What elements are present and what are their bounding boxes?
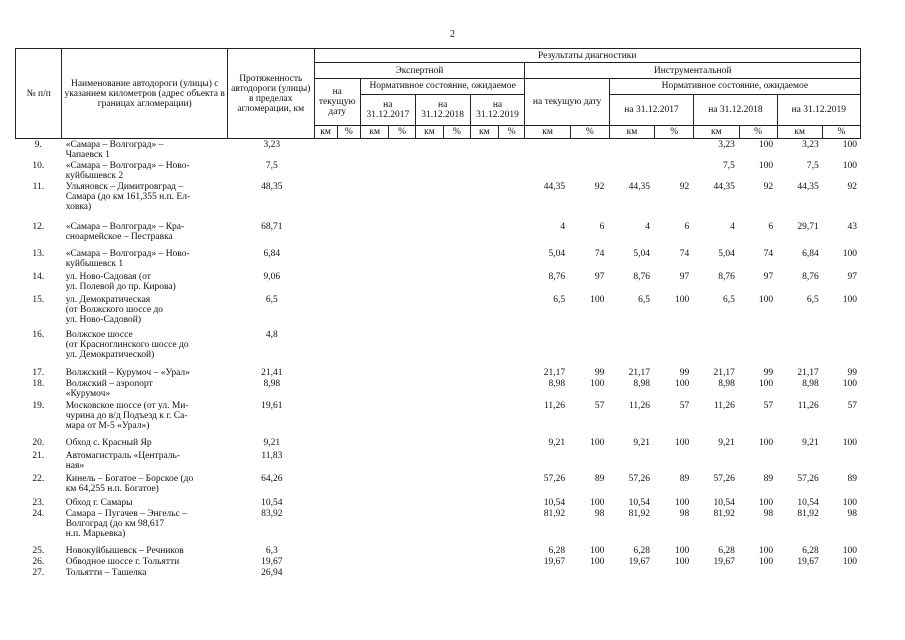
current-pct [569,140,608,161]
current-km: 8,98 [548,379,566,389]
road-length: 9,06 [263,272,281,282]
norm-2019-pct [823,330,861,368]
expert-blank [315,401,523,438]
norm-2018-pct: 100 [758,438,774,448]
norm-2017-km: 10,54 [628,498,650,508]
current-km: 10,54 [543,498,566,508]
header-num: № п/п [16,49,62,139]
norm-2019-km: 6,84 [802,249,819,259]
page-number: 2 [450,29,455,40]
norm-2019-pct [823,451,861,474]
current-pct: 57 [594,401,605,411]
norm-2019-pct: 57 [847,401,857,411]
norm-2017-km: 6,28 [633,546,650,556]
row-number: 26. [32,557,45,567]
header-pct: % [389,126,415,139]
norm-2018-pct: 100 [758,557,774,567]
norm-2019-pct: 100 [842,557,857,567]
norm-2018-pct [739,568,777,579]
table-row [15,438,861,451]
norm-2018-pct: 6 [768,222,774,232]
header-km: км [360,126,388,139]
norm-2019-pct: 100 [842,546,857,556]
header-km: км [694,126,739,139]
header-km: км [415,126,443,139]
norm-2019-pct: 100 [842,438,857,448]
road-name: «Самара – Волгоград» – Ново- куйбышевск 2 [65,161,190,182]
norm-2019-pct: 100 [842,161,857,171]
row-number: 20. [32,438,45,448]
norm-2019-km [777,451,823,474]
norm-2017-pct: 92 [679,182,690,192]
table-row [15,379,861,401]
norm-2017-pct: 74 [679,249,690,259]
header-length: Протяженность автодороги (улицы) в пределах агломерации, км [228,49,315,139]
norm-2018-km [693,568,739,579]
header-instr-normative [609,79,860,126]
current-pct: 100 [590,438,605,448]
road-name: Обход с. Красный Яр [65,438,152,448]
current-km: 4 [560,222,566,232]
norm-2019-km: 3,23 [802,140,819,150]
expert-blank [315,161,523,182]
norm-2019-km: 9,21 [802,438,819,448]
norm-2018-pct: 92 [763,182,774,192]
road-name: Самара – Пугачев – Энгельс – Волгоград (до км 98,617 н.п. Марьевка) [65,509,187,540]
table-row [15,498,861,509]
norm-2019-km: 19,67 [797,557,819,567]
road-length: 11,83 [261,451,283,461]
norm-2017-pct: 100 [674,438,690,448]
norm-2019-pct: 100 [842,379,857,389]
header-km: км [314,126,337,139]
norm-2019-km [777,568,823,579]
road-length: 64,26 [261,474,283,484]
header-pct: % [499,126,525,139]
expert-blank [315,222,523,249]
norm-2019-pct: 100 [842,140,857,150]
expert-blank [315,140,523,161]
current-pct: 100 [590,557,605,567]
road-name: Новокуйбышевск – Речников [65,546,184,556]
current-pct: 97 [594,272,605,282]
table-row [15,568,861,579]
norm-2018-pct: 100 [758,161,774,171]
table-row [15,249,861,272]
norm-2018-km: 5,04 [718,249,735,259]
road-length: 21,41 [261,368,283,378]
norm-2019-pct: 89 [847,474,857,484]
table-header [15,48,861,139]
row-number: 11. [32,182,45,192]
norm-2017-km: 8,98 [633,379,650,389]
row-number: 19. [32,401,45,411]
table-row [15,546,861,557]
row-number: 15. [32,295,45,305]
norm-2019-pct: 100 [842,295,857,305]
norm-2017-km: 5,04 [633,249,650,259]
norm-2018-km: 10,54 [713,498,735,508]
norm-2019-km: 7,5 [806,161,819,171]
norm-2017-pct: 98 [679,509,690,519]
norm-2017-km [608,451,654,474]
norm-2019-pct: 92 [847,182,857,192]
road-length: 6,5 [265,295,278,305]
norm-2017-pct: 100 [674,498,690,508]
norm-2017-pct [654,140,693,161]
row-number: 21. [32,451,45,461]
road-name: Автомагистраль «Централь- ная» [65,451,180,472]
row-number: 9. [34,140,42,150]
header-name: Наименование автодороги (улицы) с указанием километров (адрес объекта в границах агломерации) [62,49,228,139]
norm-2017-km: 81,92 [628,509,650,519]
current-km: 6,28 [548,546,566,556]
row-number: 10. [32,161,45,171]
expert-blank [315,368,523,379]
header-instr-2017: на 31.12.2017 [610,95,694,125]
expert-blank [315,498,523,509]
table-row [15,557,861,568]
header-instr-2018: на 31.12.2018 [694,95,777,125]
header-pct: % [337,126,360,139]
norm-2019-pct [823,568,861,579]
table-row [15,272,861,295]
header-expert-2017: на 31.12.2017 [361,95,416,125]
road-length: 19,61 [261,401,283,411]
norm-2017-km: 21,17 [628,368,650,378]
expert-blank [315,509,523,546]
table-row [15,161,861,182]
table-row [15,474,861,498]
road-length: 10,54 [261,498,283,508]
road-length: 68,71 [261,222,283,232]
current-km [523,330,569,368]
road-name: «Самара – Волгоград» – Ново- куйбышевск 1 [65,249,190,270]
row-number: 25. [32,546,45,556]
road-name: Обводное шоссе г. Тольятти [65,557,180,567]
norm-2018-pct: 89 [763,474,774,484]
norm-2018-km: 8,76 [718,272,735,282]
table-row [15,401,861,438]
current-km: 44,35 [543,182,566,192]
norm-2019-km: 11,26 [797,401,819,411]
header-expert: Экспертной [314,63,525,79]
norm-2017-pct: 100 [674,379,690,389]
norm-2019-km [777,330,823,368]
norm-2019-km: 44,35 [797,182,819,192]
current-pct: 100 [590,498,605,508]
norm-2019-km: 10,54 [797,498,819,508]
norm-2017-km: 19,67 [628,557,650,567]
expert-blank [315,438,523,451]
current-km: 57,26 [543,474,566,484]
row-number: 22. [32,474,45,484]
norm-2017-pct: 99 [679,368,690,378]
current-km [523,161,569,182]
expert-blank [315,474,523,498]
norm-2018-km: 6,5 [723,295,735,305]
table-row [15,451,861,474]
current-pct: 99 [594,368,605,378]
header-pct: % [822,126,860,139]
norm-2019-pct: 43 [847,222,857,232]
header-results: Результаты диагностики [314,49,860,63]
norm-2017-km: 4 [645,222,650,232]
header-expert-2019: на 31.12.2019 [476,100,519,120]
norm-2017-km [608,330,654,368]
road-name: Ульяновск – Димитровград – Самара (до км 161,355 н.п. Ел- ховка) [65,182,191,213]
road-name: ул. Ново-Садовая (от ул. Полевой до пр. Кирова) [65,272,176,293]
norm-2017-pct [654,451,693,474]
road-name: Обход г. Самары [65,498,133,508]
header-instrumental: Инструментальной [525,63,861,79]
norm-2018-km: 21,17 [713,368,735,378]
current-pct: 89 [594,474,605,484]
row-number: 17. [32,368,45,378]
header-pct: % [444,126,470,139]
expert-blank [315,330,523,368]
header-expert-normative-label: Нормативное состояние, ожидаемое [361,79,524,95]
norm-2017-pct: 97 [679,272,690,282]
norm-2017-km [608,140,654,161]
road-length: 26,94 [261,568,283,578]
table-row [15,368,861,379]
norm-2017-km [608,161,654,182]
expert-blank [315,451,523,474]
norm-2019-pct: 98 [847,509,857,519]
norm-2018-pct: 100 [758,546,774,556]
current-pct: 100 [590,295,605,305]
road-length: 4,8 [265,330,278,340]
norm-2017-pct: 100 [674,557,690,567]
header-pct: % [739,126,777,139]
road-name: Волжское шоссе (от Красноглинского шоссе до ул. Демократической) [65,330,189,361]
current-pct: 100 [590,379,605,389]
norm-2019-km: 29,71 [797,222,819,232]
current-km: 9,21 [548,438,566,448]
road-length: 8,98 [263,379,281,389]
norm-2017-pct: 100 [674,295,690,305]
norm-2018-km: 19,67 [713,557,735,567]
norm-2017-pct: 100 [674,546,690,556]
norm-2019-km: 21,17 [797,368,819,378]
table-row [15,222,861,249]
road-name: Тольятти – Ташелка [65,568,147,578]
expert-blank [315,249,523,272]
current-km: 5,04 [548,249,566,259]
header-pct: % [655,126,694,139]
norm-2018-km: 81,92 [713,509,735,519]
header-expert-2018: на 31.12.2018 [416,95,471,125]
current-pct [569,330,608,368]
current-pct: 74 [594,249,605,259]
header-instr-2019: на 31.12.2019 [791,105,847,115]
expert-blank [315,546,523,557]
road-name: ул. Демократическая (от Волжского шоссе до ул. Ново-Садовой) [65,295,164,326]
road-name: Московское шоссе (от ул. Ми- чурина до в/д Подъезд к г. Са- мара от М-5 «Урал») [65,401,189,432]
road-length: 19,67 [261,557,283,567]
header-km: км [609,126,654,139]
road-name: Волжский – Курумоч – «Урал» [65,368,190,378]
table-row [15,330,861,368]
table-row [15,509,861,546]
norm-2018-pct [739,330,777,368]
road-length: 7,5 [265,161,278,171]
norm-2017-km [608,568,654,579]
road-length: 3,23 [263,140,281,150]
norm-2017-km: 6,5 [638,295,650,305]
expert-blank [315,272,523,295]
norm-2017-km: 8,76 [633,272,650,282]
current-km: 21,17 [543,368,566,378]
norm-2019-km: 6,5 [806,295,819,305]
norm-2017-pct [654,161,693,182]
norm-2017-pct: 57 [679,401,690,411]
row-number: 24. [32,509,45,519]
norm-2017-km: 11,26 [628,401,650,411]
norm-2019-pct: 97 [847,272,857,282]
norm-2018-km [693,330,739,368]
norm-2018-pct: 57 [763,401,774,411]
road-name: Волжский – аэропорт «Курумоч» [65,379,153,400]
norm-2018-pct: 100 [758,140,774,150]
road-length: 48,35 [261,182,283,192]
norm-2018-pct: 100 [758,498,774,508]
table-row [15,140,861,161]
table-row [15,295,861,330]
norm-2017-km: 57,26 [628,474,650,484]
norm-2018-km: 8,98 [718,379,735,389]
row-number: 13. [32,249,45,259]
norm-2017-pct [654,330,693,368]
norm-2018-km: 11,26 [713,401,735,411]
norm-2017-km: 44,35 [628,182,650,192]
row-number: 23. [32,498,45,508]
current-km: 8,76 [548,272,566,282]
road-length: 6,84 [263,249,281,259]
norm-2019-pct: 99 [847,368,857,378]
norm-2018-km: 4 [730,222,735,232]
header-pct: % [570,126,609,139]
header-km: км [470,126,498,139]
table-row [15,182,861,222]
current-pct: 100 [590,546,605,556]
norm-2018-pct [739,451,777,474]
current-pct: 92 [594,182,605,192]
norm-2019-km: 6,28 [802,546,819,556]
norm-2018-pct: 99 [763,368,774,378]
road-name: Кинель – Богатое – Борское (до км 64,255 н.п. Богатое) [65,474,194,495]
row-number: 16. [32,330,45,340]
current-pct [569,161,608,182]
norm-2019-pct: 100 [842,498,857,508]
road-name: «Самара – Волгоград» – Кра- сноармейское – Пестравка [65,222,185,243]
current-km: 19,67 [543,557,566,567]
road-name: «Самара – Волгоград» – Чапаевск 1 [65,140,164,161]
current-km: 81,92 [543,509,566,519]
expert-blank [315,182,523,222]
norm-2019-km: 57,26 [797,474,819,484]
road-length: 9,21 [263,438,281,448]
expert-blank [315,568,523,579]
current-km [523,451,569,474]
current-km: 11,26 [544,401,566,411]
current-pct [569,451,608,474]
header-expert-normative [360,79,524,126]
current-km [523,568,569,579]
norm-2018-km: 6,28 [718,546,735,556]
norm-2018-pct: 100 [758,379,774,389]
norm-2018-km [693,451,739,474]
table-body [15,140,861,579]
norm-2017-pct: 6 [684,222,690,232]
expert-blank [315,295,523,330]
road-length: 6,3 [265,546,278,556]
current-km [523,140,569,161]
norm-2019-km: 81,92 [797,509,819,519]
row-number: 27. [32,568,45,578]
expert-blank [315,557,523,568]
norm-2018-km: 57,26 [713,474,735,484]
norm-2017-pct [654,568,693,579]
norm-2018-pct: 98 [763,509,774,519]
header-km: км [525,126,570,139]
norm-2018-km: 9,21 [718,438,735,448]
row-number: 14. [32,272,45,282]
header-instr-current: на текущую дату [525,79,609,126]
norm-2018-pct: 74 [763,249,774,259]
header-instr-normative-label: Нормативное состояние, ожидаемое [610,79,860,95]
norm-2019-pct: 100 [842,249,857,259]
norm-2019-km: 8,98 [802,379,819,389]
norm-2018-pct: 100 [758,295,774,305]
current-pct: 6 [599,222,605,232]
row-number: 12. [32,222,45,232]
header-km: км [777,126,822,139]
road-length: 83,92 [261,509,283,519]
norm-2018-km: 7,5 [723,161,735,171]
header-expert-current: на текущую дату [314,79,360,126]
current-pct [569,568,608,579]
row-number: 18. [32,379,45,389]
norm-2019-km: 8,76 [802,272,819,282]
current-km: 6,5 [553,295,566,305]
norm-2018-km: 3,23 [718,140,735,150]
current-pct: 98 [594,509,605,519]
norm-2017-pct: 89 [679,474,690,484]
norm-2018-pct: 97 [763,272,774,282]
norm-2018-km: 44,35 [713,182,735,192]
expert-blank [315,379,523,401]
norm-2017-km: 9,21 [633,438,650,448]
